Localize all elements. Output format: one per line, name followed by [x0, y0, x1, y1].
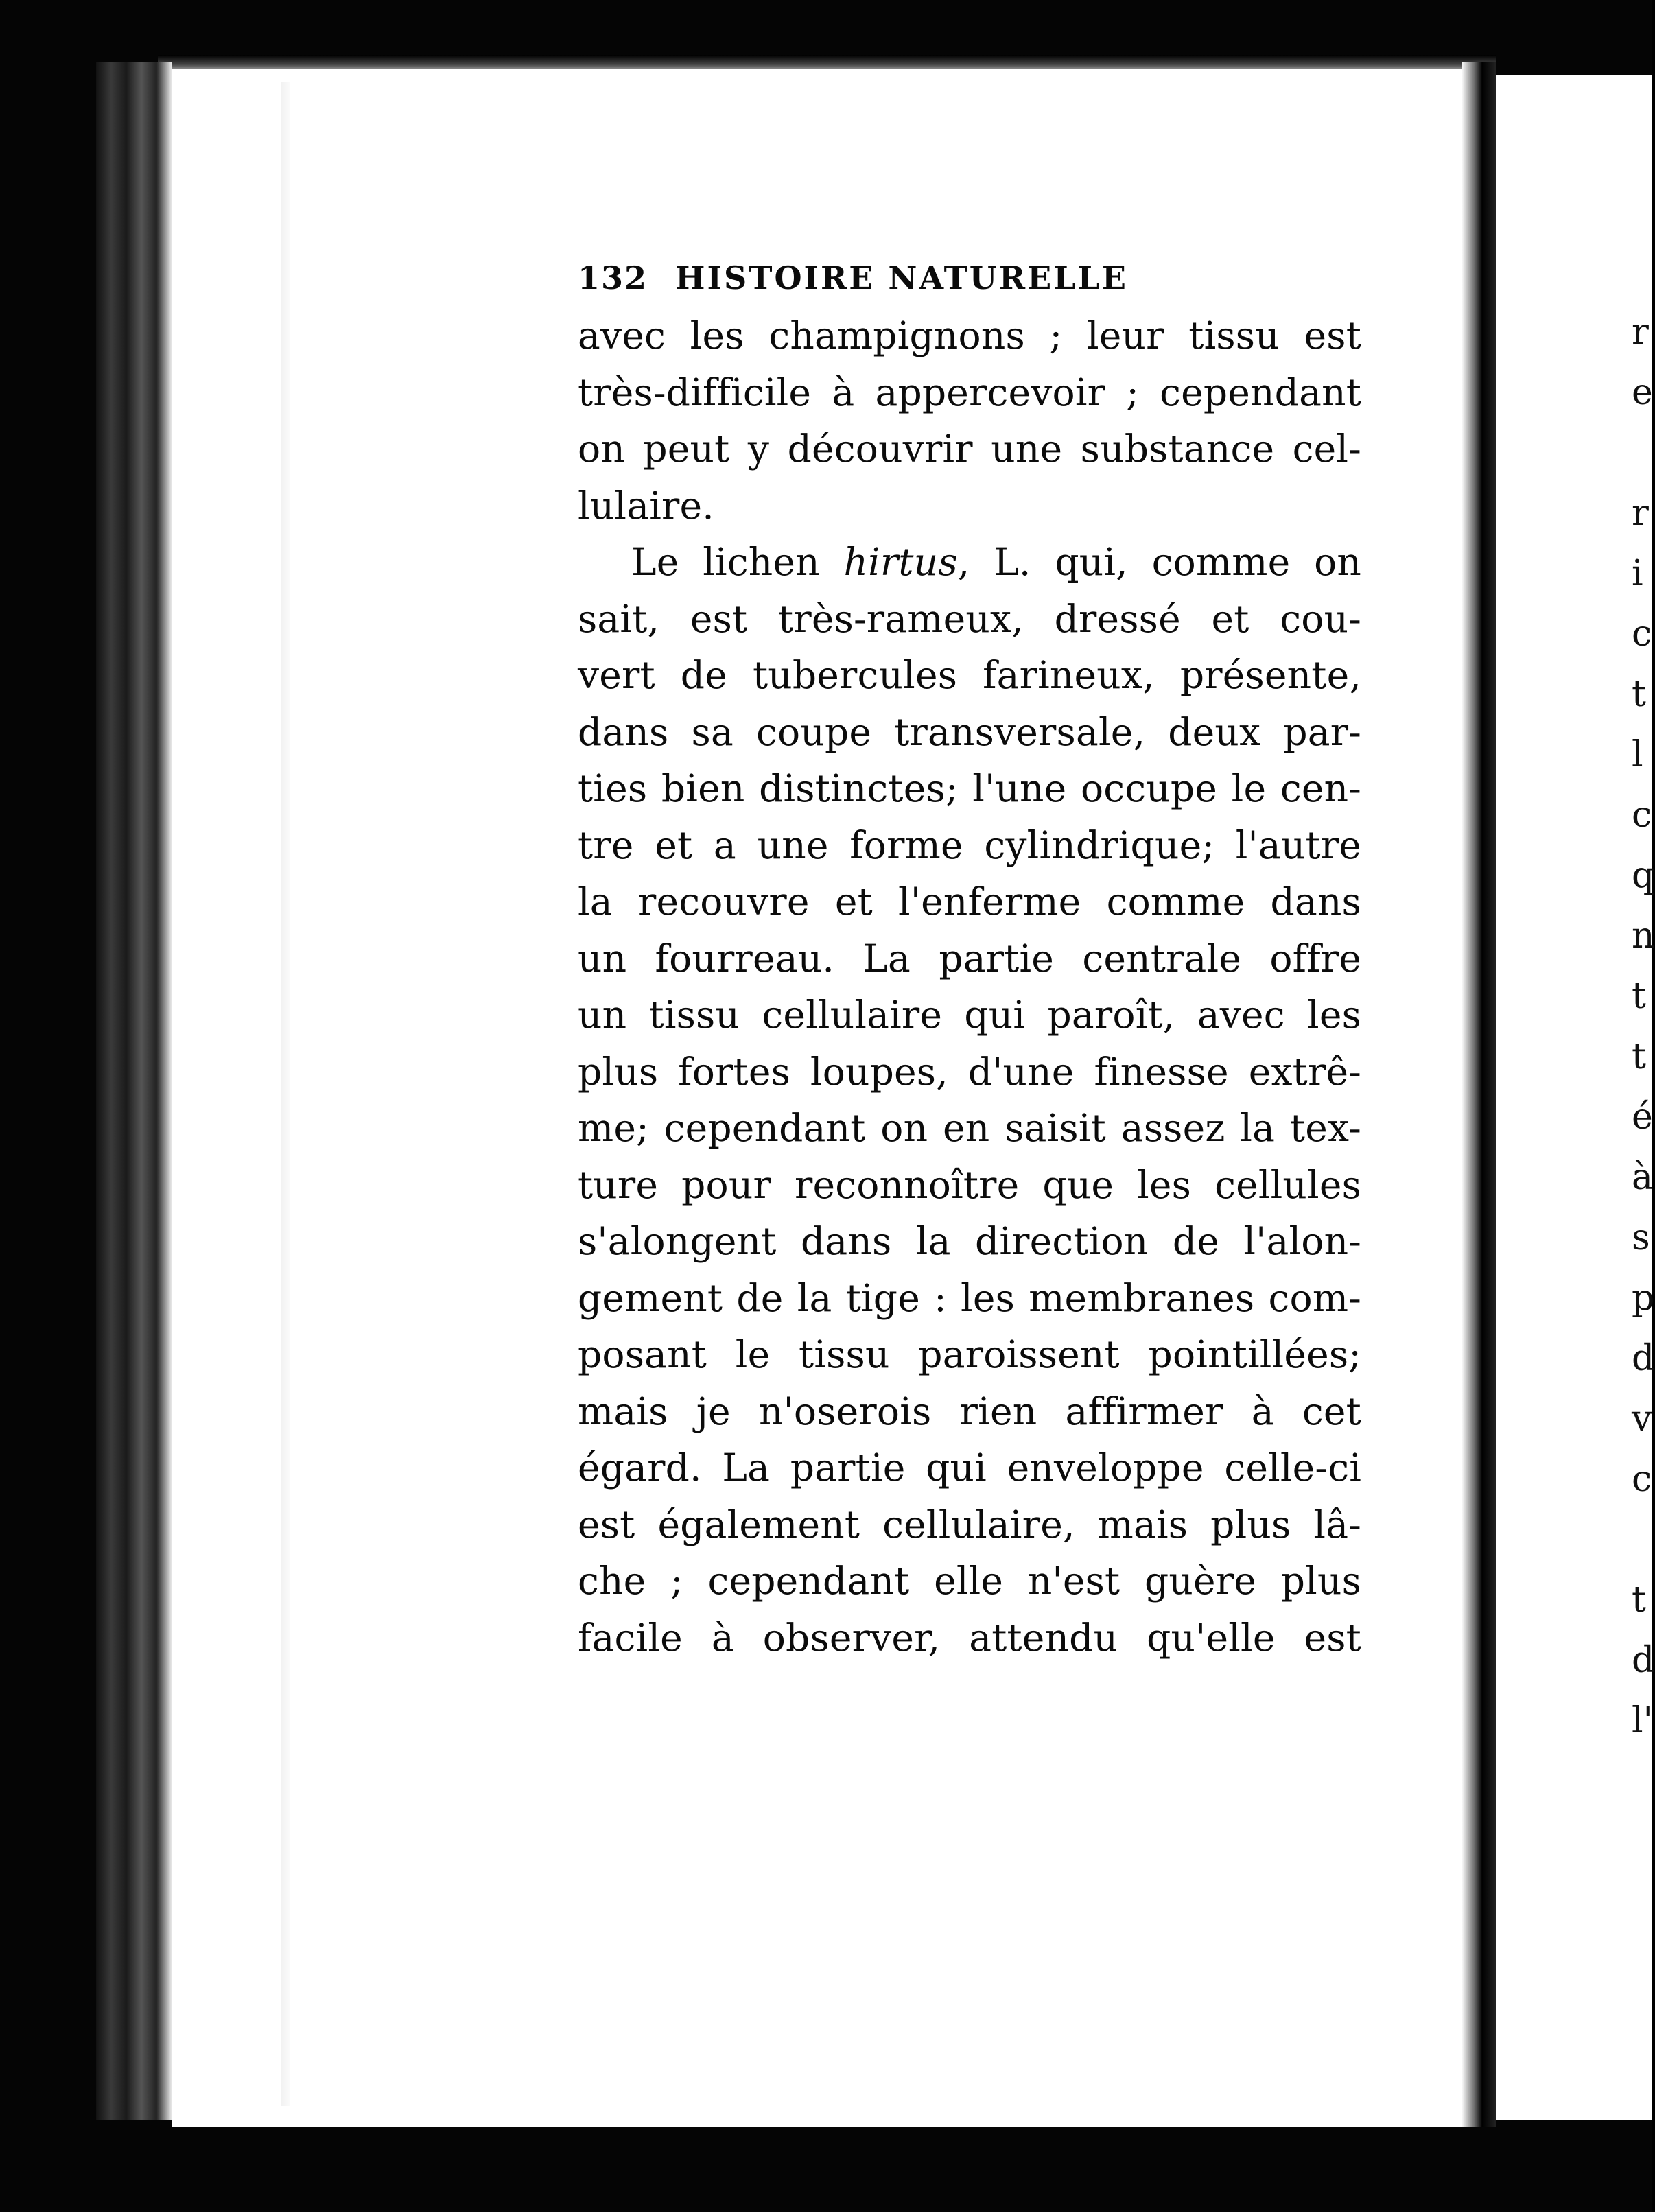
text-line: égard. La partie qui enveloppe celle-ci — [578, 1446, 1361, 1490]
facing-page-fragment: à — [1632, 1157, 1654, 1198]
text-span: Le lichen — [631, 540, 820, 584]
text-line: tre et a une forme cylindrique; l'autre — [578, 823, 1361, 867]
page-fold — [281, 82, 290, 2106]
text-line: s'alongent dans la direction de l'alon- — [578, 1219, 1361, 1263]
facing-page-fragment: c — [1632, 613, 1652, 655]
text-line: plus fortes loupes, d'une finesse extrê- — [578, 1049, 1361, 1094]
facing-page-fragment: d — [1632, 1640, 1655, 1681]
text-line: gement de la tige : les membranes com- — [578, 1275, 1361, 1320]
page-number: 132 — [578, 259, 648, 296]
facing-page-fragment: c — [1632, 795, 1652, 836]
facing-page-fragment: q — [1632, 855, 1655, 896]
text-line: che ; cependant elle n'est guère plus — [578, 1559, 1361, 1603]
facing-page-fragment: r — [1632, 311, 1649, 353]
facing-page-fragment: r — [1632, 493, 1649, 534]
facing-page — [1496, 75, 1655, 2120]
text-line: ties bien distinctes; l'une occupe le cen- — [578, 766, 1361, 810]
facing-page-fragment: t — [1632, 976, 1646, 1017]
facing-page-fragment — [1632, 1509, 1652, 1570]
facing-page-fragment: p — [1632, 1278, 1655, 1319]
facing-page-fragment: s — [1632, 1217, 1650, 1258]
text-line: très-difficile à appercevoir ; cependant — [578, 370, 1361, 414]
text-line: la recouvre et l'enferme comme dans — [578, 880, 1361, 923]
text-line: un tissu cellulaire qui paroît, avec les — [578, 993, 1361, 1037]
text-span: , L. qui, comme on — [957, 540, 1361, 584]
text-line: me; cependant on en saisit assez la tex- — [578, 1106, 1361, 1150]
page-text-block — [578, 254, 1361, 1666]
book-gutter — [1462, 62, 1496, 2127]
text-line: lulaire. — [578, 483, 714, 528]
facing-page-fragment: c — [1632, 1459, 1652, 1500]
facing-page-fragment: t — [1632, 1579, 1646, 1621]
text-line: sait, est très-rameux, dressé et cou- — [578, 596, 1361, 641]
facing-page-fragment: l' — [1632, 1700, 1653, 1741]
facing-page-fragment: i — [1632, 553, 1643, 594]
facing-page-fragment: l — [1632, 734, 1643, 775]
facing-page-fragment: v — [1632, 1398, 1652, 1439]
text-line: dans sa coupe transversale, deux par- — [578, 709, 1361, 754]
text-line: mais je n'oserois rien affirmer à cet — [578, 1389, 1361, 1433]
facing-page-fragment: d — [1632, 1338, 1655, 1379]
text-line: un fourreau. La partie centrale offre — [578, 936, 1361, 980]
text-line: on peut y découvrir une substance cel- — [578, 427, 1361, 471]
book-left-edge — [96, 62, 172, 2120]
italic-term: hirtus — [843, 540, 958, 584]
facing-page-text — [1632, 302, 1655, 1751]
facing-page-fragment: n — [1632, 915, 1655, 956]
text-line: vert de tubercules farineux, présente, — [578, 653, 1361, 697]
text-line — [578, 534, 1361, 591]
text-line: est également cellulaire, mais plus lâ- — [578, 1502, 1361, 1546]
text-line: avec les champignons ; leur tissu est — [578, 314, 1361, 357]
text-line: facile à observer, attendu qu'elle est — [578, 1615, 1361, 1660]
facing-page-fragment: t — [1632, 1036, 1646, 1077]
facing-page-fragment: e — [1632, 372, 1653, 413]
text-line: posant le tissu paroissent pointillées; — [578, 1332, 1361, 1376]
facing-page-fragment — [1632, 423, 1652, 483]
facing-page-fragment: é — [1632, 1096, 1653, 1138]
running-head — [578, 254, 1361, 302]
facing-page-fragment: t — [1632, 674, 1646, 715]
running-title: HISTOIRE NATURELLE — [675, 259, 1128, 296]
text-line: ture pour reconnoître que les cellules — [578, 1162, 1361, 1207]
